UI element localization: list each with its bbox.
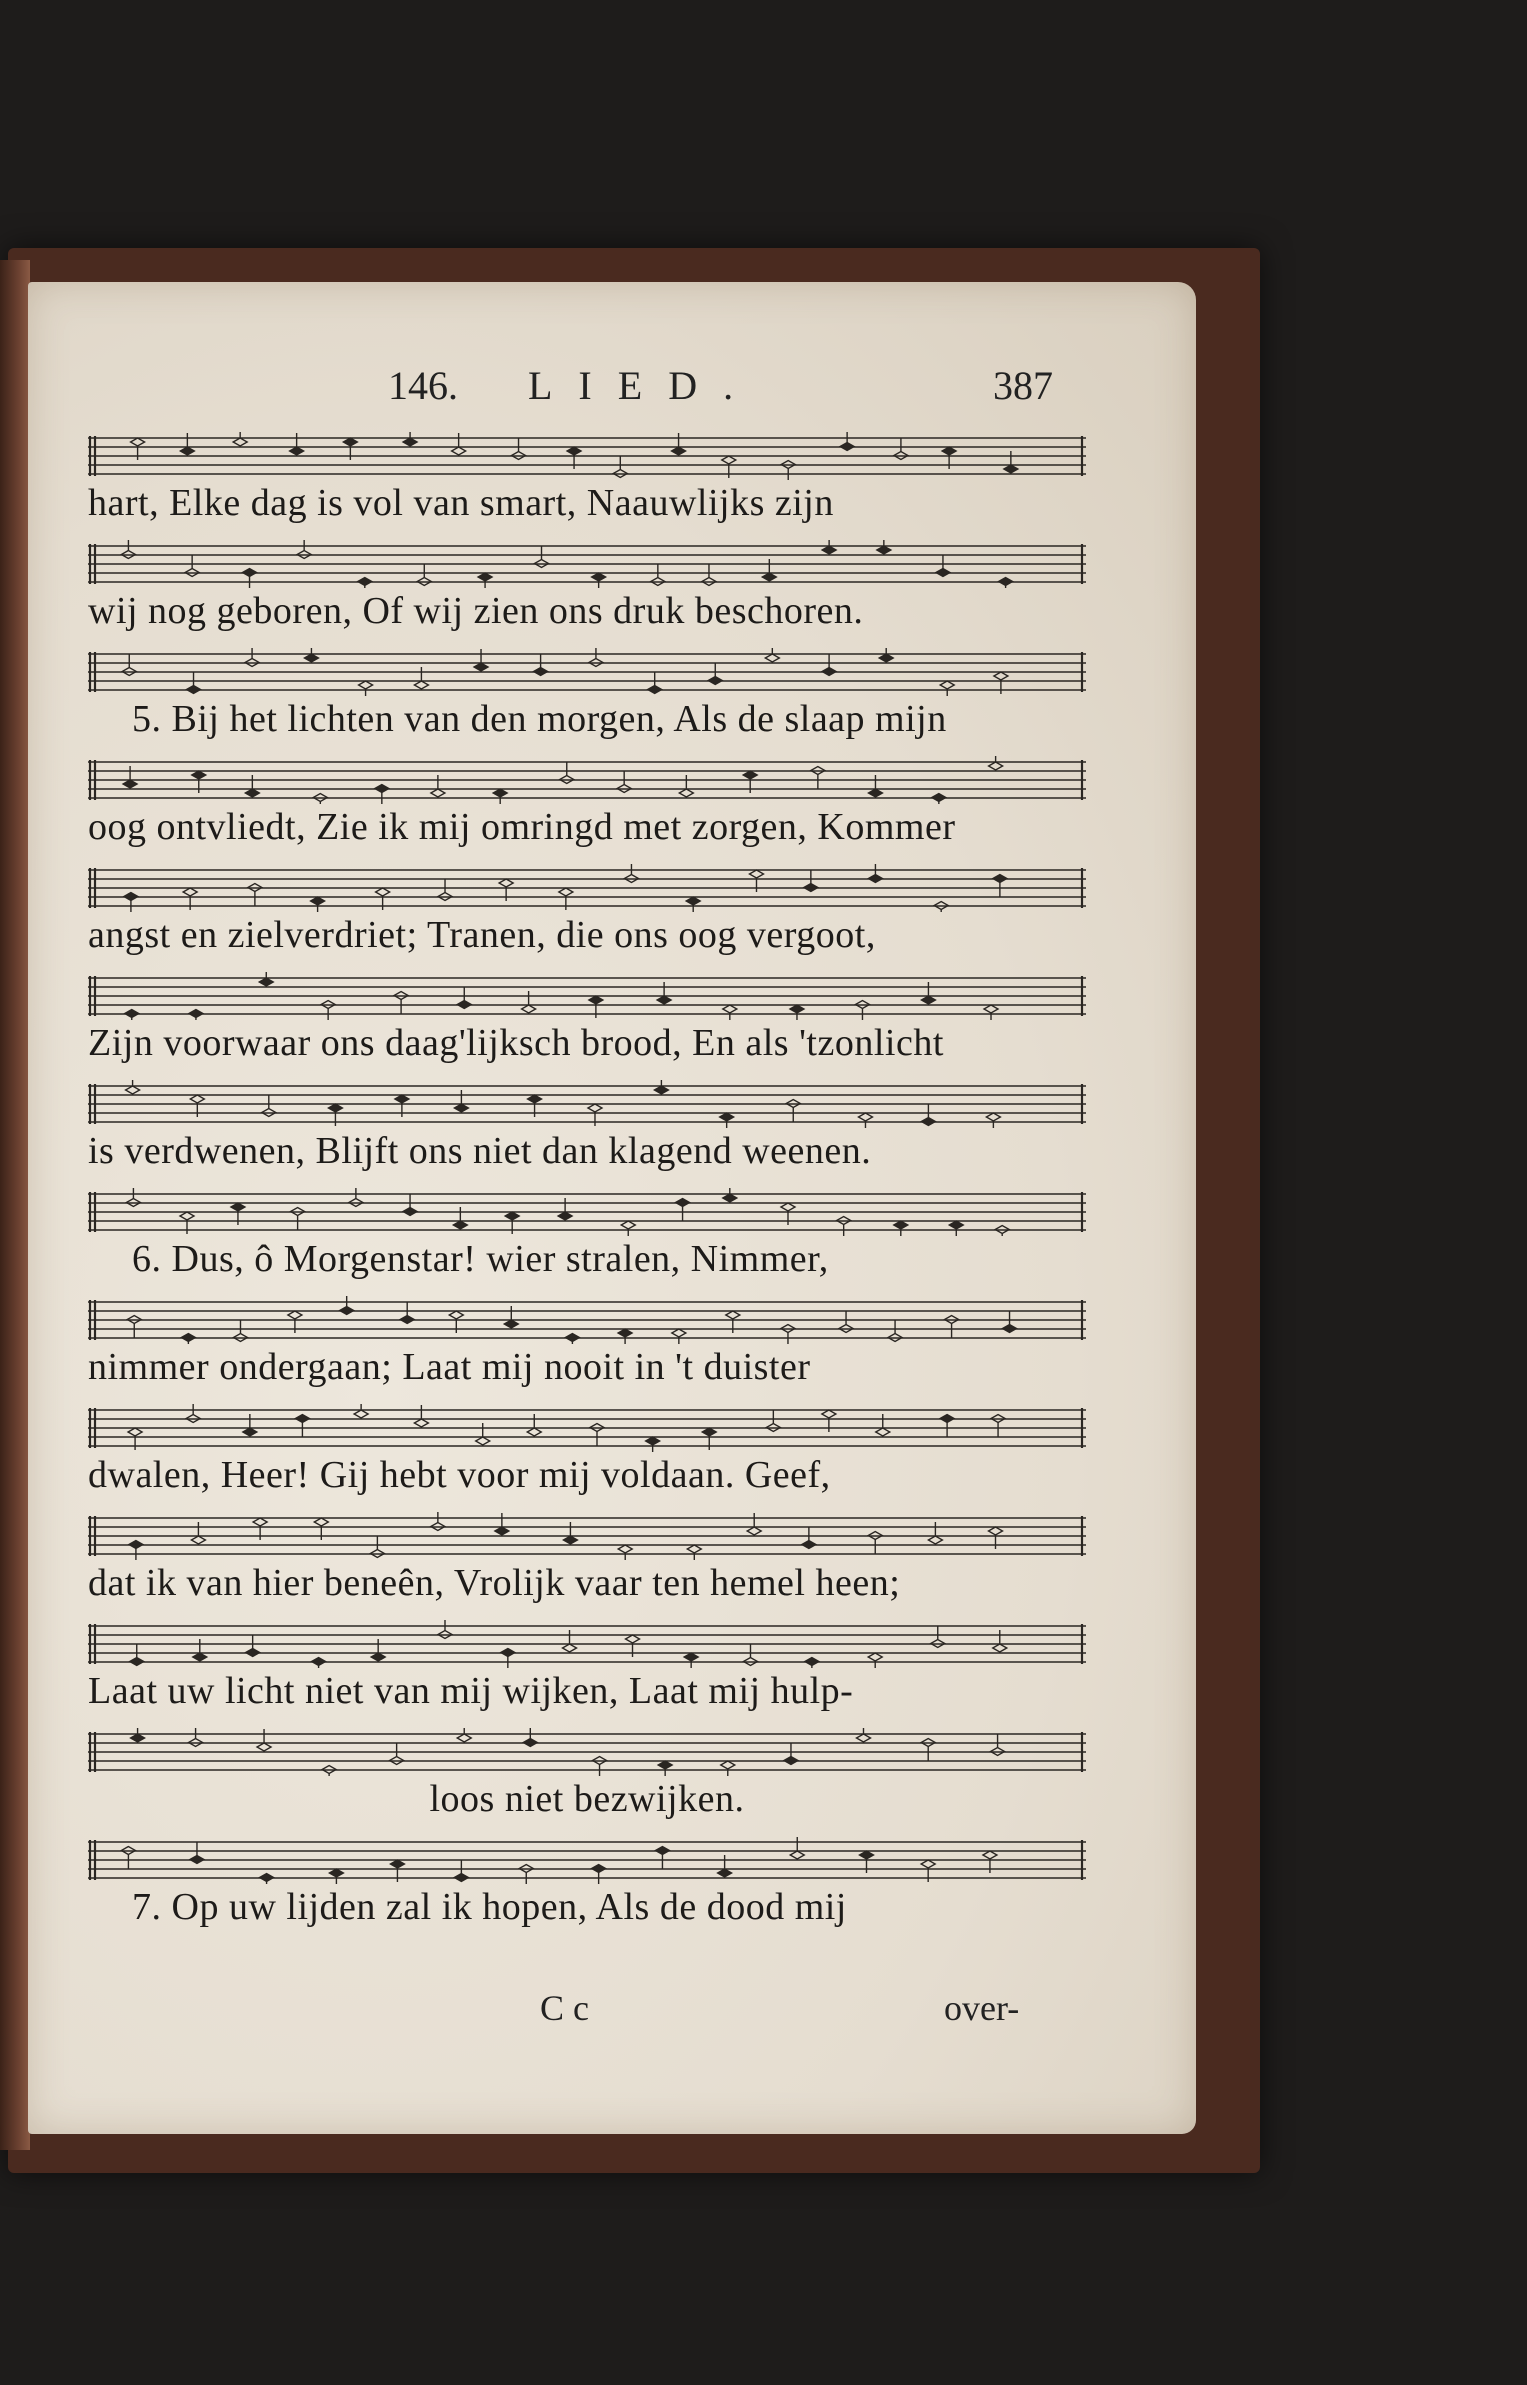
music-staff (88, 972, 1086, 1020)
note-mark (928, 1522, 942, 1544)
note-mark (123, 766, 137, 788)
note-mark (762, 559, 776, 581)
lyric-line: dwalen, Heer! Gij hebt voor mij voldaan. Geef, (88, 1454, 831, 1496)
note-mark (658, 1761, 672, 1776)
note-mark (414, 1405, 428, 1427)
note-mark (403, 1194, 417, 1216)
note-mark (371, 1639, 385, 1661)
music-staff (88, 1080, 1086, 1128)
note-mark (130, 1644, 144, 1666)
music-system (88, 756, 1086, 864)
note-mark (921, 1739, 935, 1761)
note-mark (522, 991, 536, 1013)
note-mark (822, 540, 836, 554)
note-mark (720, 1113, 734, 1128)
note-mark (340, 1296, 354, 1315)
lyric-line: angst en zielverdriet; Tranen, die ons oog vergoot, (88, 914, 876, 956)
note-mark (592, 573, 606, 588)
note-mark (840, 432, 854, 451)
note-mark (868, 864, 882, 883)
note-mark (493, 789, 507, 804)
note-mark (519, 1865, 533, 1885)
lyric-line: 6. Dus, ô Morgenstar! wier stralen, Nimmer, (132, 1238, 829, 1280)
music-system (88, 864, 1086, 972)
music-system (88, 1512, 1086, 1620)
note-mark (191, 1522, 205, 1544)
note-mark (765, 648, 779, 662)
note-mark (592, 1865, 606, 1885)
note-mark (936, 555, 950, 577)
music-system (88, 1728, 1086, 1836)
note-mark (131, 1728, 145, 1742)
note-mark (837, 1217, 851, 1237)
note-mark (454, 1090, 468, 1112)
lyric-line: wij nog geboren, Of wij zien ons druk beschoren. (88, 590, 864, 632)
note-mark (856, 1728, 870, 1742)
note-mark (359, 681, 373, 696)
lyric-line: 7. Op uw lijden zal ik hopen, Als de dood mij (132, 1886, 847, 1928)
note-mark (940, 681, 954, 696)
note-mark (181, 1334, 195, 1345)
music-system (88, 1188, 1086, 1296)
note-mark (400, 1302, 414, 1324)
note-mark (687, 1545, 701, 1560)
note-mark (243, 1414, 257, 1436)
note-mark (501, 1649, 515, 1669)
lyric-line: dat ik van hier beneên, Vrolijk vaar ten hemel heen; (88, 1562, 901, 1604)
note-mark (811, 767, 825, 789)
note-mark (495, 1513, 509, 1535)
running-title: LIED. (528, 363, 760, 408)
note-mark (375, 785, 389, 805)
note-mark (855, 1001, 869, 1021)
note-mark (454, 1860, 468, 1882)
note-mark (291, 1208, 305, 1230)
note-mark (431, 775, 445, 797)
note-mark (805, 1658, 819, 1669)
note-mark (822, 654, 836, 676)
signature-mark: C c (540, 1988, 589, 2028)
note-mark (646, 1437, 660, 1452)
note-mark (565, 1334, 579, 1345)
note-mark (563, 1630, 577, 1652)
music-staff (88, 648, 1086, 696)
note-mark (304, 648, 318, 662)
note-mark (945, 1316, 959, 1338)
note-mark (457, 1728, 471, 1742)
note-mark (558, 1198, 572, 1220)
note-mark (534, 654, 548, 676)
page-header (28, 362, 1196, 422)
note-mark (723, 1005, 737, 1020)
note-mark (321, 1001, 335, 1021)
note-mark (868, 1532, 882, 1554)
music-staff (88, 1188, 1086, 1236)
page-number: 387 (993, 363, 1053, 408)
music-system (88, 1296, 1086, 1404)
note-mark (648, 672, 662, 694)
note-mark (876, 1414, 890, 1436)
note-mark (329, 1869, 343, 1884)
note-mark (257, 1729, 271, 1751)
note-mark (190, 1842, 204, 1864)
note-mark (312, 1658, 326, 1669)
note-mark (993, 875, 1007, 897)
note-mark (993, 1630, 1007, 1652)
music-staff (88, 1620, 1086, 1668)
note-mark (786, 1100, 800, 1122)
note-mark (621, 1221, 635, 1236)
note-mark (452, 433, 466, 455)
music-system (88, 972, 1086, 1080)
note-mark (986, 1113, 1000, 1128)
note-mark (259, 972, 273, 986)
music-staff (88, 1728, 1086, 1776)
note-mark (781, 1325, 795, 1345)
note-mark (949, 1221, 963, 1236)
note-mark (790, 1837, 804, 1859)
music-staff (88, 1296, 1086, 1344)
note-mark (354, 1404, 368, 1418)
note-mark (245, 775, 259, 797)
lyric-line: oog ontvliedt, Zie ik mij omringd met zorgen, Kommer (88, 806, 956, 848)
music-system (88, 1404, 1086, 1512)
note-mark (295, 1415, 309, 1437)
music-staff (88, 1836, 1086, 1884)
note-mark (984, 1005, 998, 1020)
note-mark (233, 432, 247, 446)
note-mark (189, 1010, 203, 1021)
note-mark (248, 884, 262, 906)
note-mark (478, 573, 492, 588)
music-staff (88, 540, 1086, 588)
music-staff (88, 864, 1086, 912)
book-spine (0, 260, 30, 2150)
note-mark (655, 1847, 669, 1869)
note-mark (193, 1639, 207, 1661)
note-mark (723, 1188, 737, 1202)
note-mark (879, 648, 893, 662)
note-mark (932, 794, 946, 805)
note-mark (1004, 451, 1018, 473)
note-mark (718, 1855, 732, 1877)
lyric-line: hart, Elke dag is vol van smart, Naauwlijks zijn (88, 482, 834, 524)
catchword: over- (944, 1988, 1020, 2028)
note-mark (657, 982, 671, 1004)
note-mark (858, 1113, 872, 1128)
lyric-line: is verdwenen, Blijft ons niet dan klagend weenen. (88, 1130, 872, 1172)
note-mark (290, 433, 304, 455)
note-mark (243, 569, 257, 589)
lyric-line: Laat uw licht niet van mij wijken, Laat mij hulp- (88, 1670, 854, 1712)
music-staff (88, 1512, 1086, 1560)
note-mark (991, 1415, 1005, 1437)
note-mark (527, 1414, 541, 1436)
note-mark (121, 1847, 135, 1869)
note-mark (804, 870, 818, 892)
hymn-number: 146. (388, 363, 458, 408)
note-mark (474, 649, 488, 671)
music-system (88, 648, 1086, 756)
note-mark (781, 461, 795, 481)
lyric-line: Zijn voorwaar ons daag'lijksch brood, En als 'tzonlicht (88, 1022, 944, 1064)
note-mark (403, 432, 417, 446)
music-system (88, 540, 1086, 648)
book-page (28, 282, 1196, 2134)
note-mark (311, 897, 325, 912)
note-mark (394, 992, 408, 1014)
lyric-line: nimmer ondergaan; Laat mij nooit in 't duister (88, 1346, 811, 1388)
music-system (88, 432, 1086, 540)
note-mark (127, 1316, 141, 1338)
lyric-line: 5. Bij het lichten van den morgen, Als de slaap mijn (132, 698, 947, 740)
note-mark (921, 1104, 935, 1126)
note-mark (476, 1423, 490, 1445)
note-mark (989, 756, 1003, 770)
note-mark (868, 1653, 882, 1668)
music-staff (88, 432, 1086, 480)
note-mark (504, 1306, 518, 1328)
note-mark (747, 1513, 761, 1535)
music-staff (88, 756, 1086, 804)
music-system (88, 1080, 1086, 1188)
note-mark (672, 433, 686, 455)
note-mark (672, 1329, 686, 1344)
note-mark (457, 987, 471, 1009)
note-mark (260, 1874, 274, 1885)
note-mark (453, 1207, 467, 1229)
note-mark (187, 672, 201, 694)
note-mark (708, 663, 722, 685)
note-mark (676, 1199, 690, 1221)
music-system (88, 1620, 1086, 1728)
note-mark (180, 433, 194, 455)
note-mark (129, 1541, 143, 1561)
note-mark (523, 1728, 537, 1747)
note-mark (593, 1757, 607, 1777)
note-mark (940, 1415, 954, 1437)
note-mark (802, 1527, 816, 1549)
note-mark (563, 1522, 577, 1544)
note-mark (784, 1743, 798, 1765)
note-mark (999, 578, 1013, 589)
note-mark (590, 1424, 604, 1446)
note-mark (684, 1653, 698, 1668)
note-mark (894, 1221, 908, 1236)
note-mark (686, 897, 700, 912)
note-mark (921, 982, 935, 1004)
note-mark (790, 1005, 804, 1020)
note-mark (654, 1080, 668, 1094)
note-mark (618, 1545, 632, 1560)
note-mark (721, 1761, 735, 1776)
note-mark (868, 775, 882, 797)
note-mark (125, 1010, 139, 1021)
note-mark (358, 578, 372, 589)
note-mark (414, 667, 428, 689)
music-staff (88, 1404, 1086, 1452)
note-mark (246, 1635, 260, 1657)
note-mark (877, 540, 891, 554)
music-system (88, 1836, 1086, 1944)
note-mark (679, 775, 693, 797)
note-mark (126, 1080, 140, 1094)
note-mark (618, 1329, 632, 1344)
note-mark (124, 893, 138, 913)
note-mark (1003, 1311, 1017, 1333)
lyric-line: loos niet bezwijken. (429, 1778, 745, 1820)
